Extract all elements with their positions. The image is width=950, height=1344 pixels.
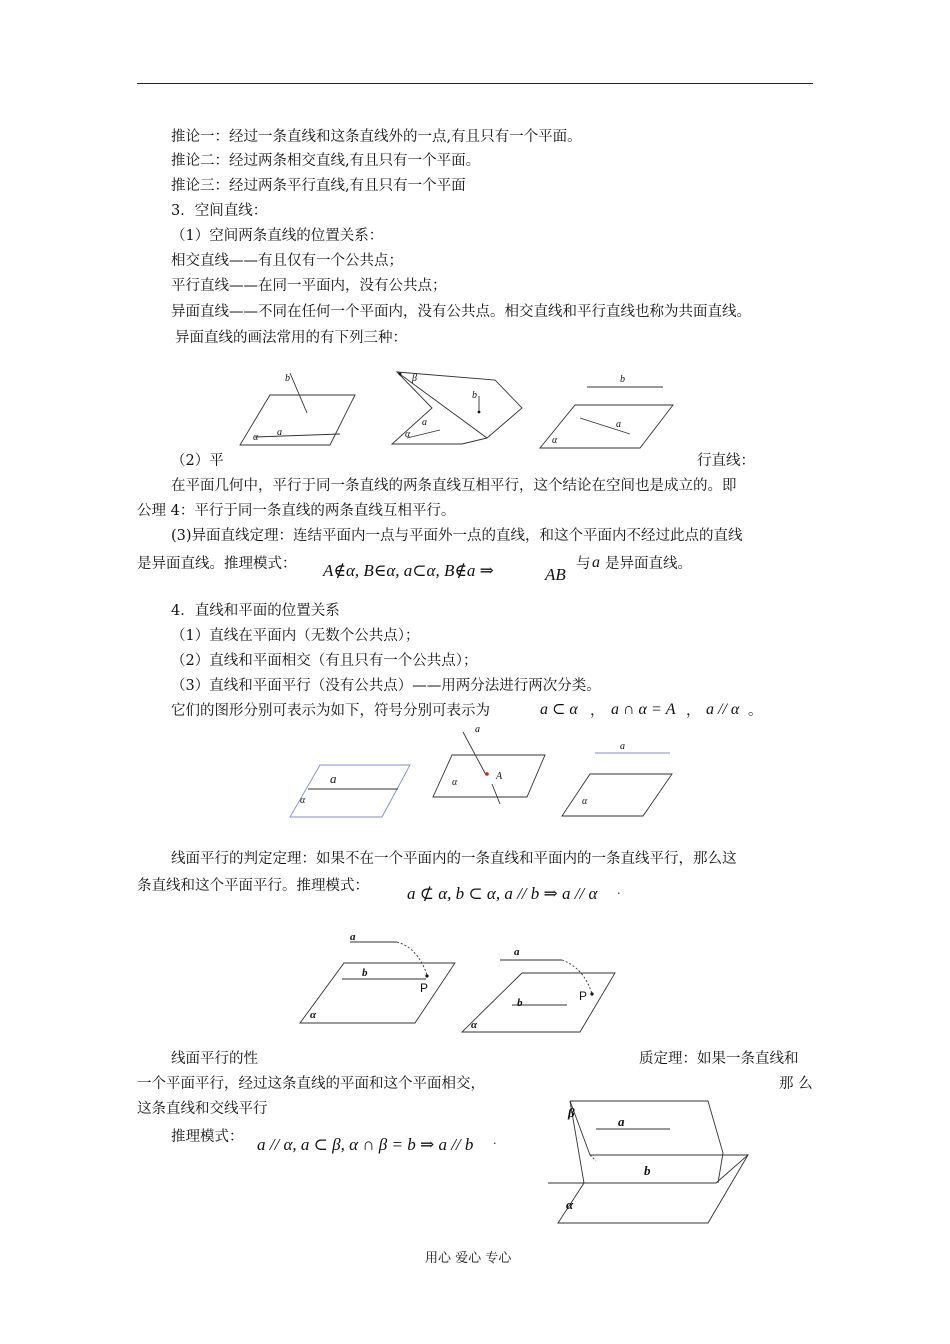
- relation-figure-parallel: [560, 736, 680, 818]
- parallel-lines: 平行直线——在同一平面内，没有公共点；: [171, 278, 447, 294]
- label-b: b: [362, 967, 368, 979]
- symbol-parallel: a // α: [706, 701, 740, 718]
- label-a: a: [514, 946, 520, 958]
- property-theorem-end: 质定理：如果一条直线和: [639, 1051, 799, 1067]
- label-b: b: [620, 374, 625, 385]
- label-P: P: [420, 981, 429, 995]
- property-theorem-line2: 一个平面平行，经过这条直线的平面和这个平面相交，: [137, 1076, 485, 1092]
- skew-theorem: (3)异面直线定理：连结平面内一点与平面外一点的直线，和这个平面内不经过此点的直线: [171, 528, 743, 544]
- skew-theorem-inference-label: 是异面直线。推理模式：: [137, 556, 297, 572]
- property-figure: [548, 1095, 753, 1225]
- label-b: b: [644, 1163, 651, 1178]
- skew-lines: 异面直线——不同在任何一个平面内，没有公共点。相交直线和平行直线也称为共面直线。: [171, 304, 751, 320]
- skew-figure-3: [540, 370, 675, 450]
- symbol-intersect: a ∩ α = A: [611, 701, 676, 718]
- property-inference-label: 推理模式：: [171, 1129, 244, 1145]
- section-4-heading: 4．直线和平面的位置关系: [171, 603, 340, 619]
- label-A: A: [496, 771, 503, 782]
- symbol-intro: 它们的图形分别可表示为如下，符号分别可表示为: [171, 703, 490, 719]
- line-in-plane: （1）直线在平面内（无数个公共点）；: [171, 628, 420, 644]
- label-a: a: [620, 741, 625, 752]
- corollary-2: 推论二：经过两条相交直线,有且只有一个平面。: [171, 153, 481, 169]
- judgement-inference-label: 条直线和这个平面平行。推理模式：: [137, 878, 369, 894]
- label-alpha: α: [582, 796, 588, 807]
- page-footer: 用心 爱心 专心: [425, 1251, 512, 1266]
- property-formula-dot: .: [493, 1134, 497, 1147]
- label-alpha: α: [452, 777, 458, 788]
- label-a: a: [616, 419, 621, 430]
- skew-figure-1: [235, 365, 355, 453]
- symbol-sep-1: ，: [590, 703, 605, 719]
- label-P: P: [579, 989, 588, 1003]
- skew-theorem-ab: AB: [545, 565, 566, 584]
- label-beta: β: [568, 1105, 575, 1120]
- label-b: b: [285, 373, 290, 384]
- property-formula: a // α, a ⊂ β, α ∩ β = b ⇒ a // b: [257, 1135, 474, 1154]
- intersection-point: [485, 772, 489, 776]
- property-theorem-line3: 这条直线和交线平行: [137, 1101, 268, 1117]
- label-alpha: α: [552, 435, 558, 446]
- corollary-1: 推论一：经过一条直线和这条直线外的一点,有且只有一个平面。: [171, 129, 582, 145]
- line-intersects-plane: （2）直线和平面相交（有且只有一个公共点）；: [171, 653, 478, 669]
- label-a: a: [618, 1114, 625, 1129]
- label-alpha: α: [310, 1009, 317, 1021]
- line-parallel-plane: （3）直线和平面平行（没有公共点）——用两分法进行两次分类。: [171, 678, 601, 694]
- label-beta: β: [412, 373, 417, 384]
- label-alpha: α: [300, 795, 306, 806]
- skew-theorem-with: 与: [576, 556, 591, 572]
- label-a: a: [475, 724, 480, 735]
- label-b: b: [517, 997, 523, 1009]
- relation-figure-intersect: [430, 722, 548, 817]
- label-a: a: [277, 427, 282, 438]
- skew-theorem-formula: A∉α, B∈α, a⊂α, B∉a ⇒: [323, 561, 494, 580]
- label-alpha: α: [405, 429, 411, 440]
- skew-figure-2: [392, 368, 527, 448]
- subsection-2-end: 行直线：: [697, 453, 755, 469]
- symbol-in-plane: a ⊂ α: [540, 701, 578, 718]
- axiom-4: 公理 4：平行于同一条直线的两条直线互相平行。: [137, 503, 456, 519]
- subsection-1: （1）空间两条直线的位置关系：: [171, 228, 384, 244]
- relation-figure-in-plane: [290, 762, 410, 820]
- label-a: a: [350, 931, 356, 943]
- judgement-figure-1: [300, 928, 460, 1028]
- judgement-formula: a ⊄ α, b ⊂ α, a // b ⇒ a // α: [407, 884, 598, 903]
- symbol-end: 。: [748, 703, 763, 719]
- judgement-formula-dot: .: [617, 884, 621, 897]
- label-alpha: α: [566, 1197, 574, 1212]
- symbol-sep-2: ，: [686, 703, 701, 719]
- property-theorem-start: 线面平行的性: [171, 1051, 258, 1067]
- label-a: a: [330, 771, 337, 786]
- skew-drawing-intro: 异面直线的画法常用的有下列三种：: [175, 330, 407, 346]
- label-alpha: α: [471, 1019, 478, 1031]
- skew-theorem-a: a: [592, 554, 600, 571]
- label-a: a: [422, 417, 427, 428]
- judgement-theorem: 线面平行的判定定理：如果不在一个平面内的一条直线和平面内的一条直线平行，那么这: [171, 851, 737, 867]
- skew-theorem-conclusion: 是异面直线。: [605, 556, 692, 572]
- subsection-2-start: （2）平: [171, 453, 224, 469]
- section-3-heading: 3．空间直线：: [171, 203, 268, 219]
- judgement-figure-2: [462, 940, 622, 1035]
- corollary-3: 推论三：经过两条平行直线,有且只有一个平面: [171, 178, 466, 194]
- plane-geometry-statement: 在平面几何中，平行于同一条直线的两条直线互相平行，这个结论在空间也是成立的。即: [171, 478, 737, 494]
- label-alpha: α: [253, 432, 259, 443]
- label-b: b: [472, 390, 477, 401]
- header-rule: [137, 83, 813, 84]
- intersecting-lines: 相交直线——有且仅有一个公共点；: [171, 253, 403, 269]
- property-theorem-nameme: 那 么: [779, 1076, 813, 1092]
